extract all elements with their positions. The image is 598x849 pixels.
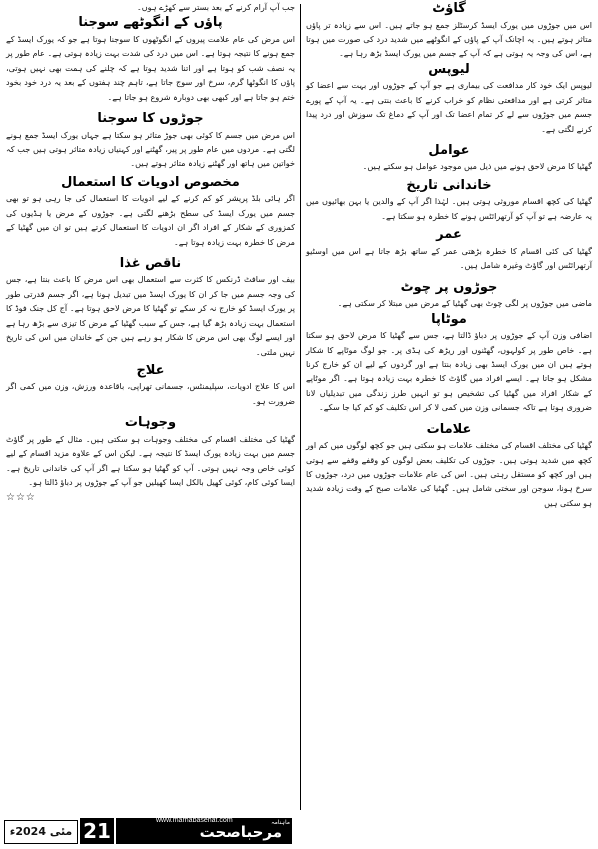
heading-poor-diet: ناقص غذا	[119, 255, 182, 271]
heading-lupus: لیوپس	[428, 61, 470, 77]
magazine-title: مرحباصحت	[199, 823, 282, 841]
paragraph-gout: اس میں جوڑوں میں یورک ایسڈ کرسٹلز جمع ہو جاتے ہیں۔ اس سے زیادہ تر پاؤں متاثر ہوتے ہیں۔ یہ اچانک آپ کے پاؤں کے انگوٹھے میں شدید درد کی صورت میں ہوتا ہے، اس کی وجہ یہ ہوتی ہے کہ آپ کے جسم میں یورک ایسڈ بڑھ رہا ہے۔	[306, 19, 592, 59]
magazine-footer	[4, 814, 294, 846]
heading-treatment: علاج	[136, 362, 165, 378]
heading-family-history: خاندانی تاریخ	[406, 177, 492, 193]
end-stars: ☆☆☆	[6, 492, 36, 504]
paragraph-joint-swelling: اس مرض میں جسم کا کوئی بھی جوڑ متاثر ہو سکتا ہے جہاں یورک ایسڈ جمع ہونے لگتی ہے۔ مردوں میں عام طور پر پیر، گھٹنے اور کہنیاں زیادہ متاثر ہوتی ہیں جب کہ خواتین میں ہاتھ اور گھٹنے زیادہ متاثر ہوتے ہیں۔	[6, 129, 295, 169]
paragraph-treatment: اس کا علاج ادویات، سپلیمنٹس، جسمانی تھراپی، باقاعدہ ورزش، وزن میں کمی اگر ضرورت ہو۔	[6, 381, 295, 406]
heading-medications: مخصوص ادویات کا استعمال	[61, 174, 240, 190]
paragraph-joint-injury: ماضی میں جوڑوں پر لگی چوٹ بھی گھٹیا کے مرض میں مبتلا کر سکتی ہے۔	[337, 298, 592, 309]
heading-joint-injury: جوڑوں پر چوٹ	[400, 279, 498, 295]
heading-obesity: موٹاپا	[431, 311, 467, 327]
column-divider	[300, 4, 301, 810]
paragraph-obesity: اضافی وزن آپ کے جوڑوں پر دباؤ ڈالتا ہے، جس سے گھٹیا کا مرض لاحق ہو سکتا ہے۔ خاص طور پر کولہوں، گھٹنوں اور ریڑھ کی ہڈی پر۔ جو لوگ موٹاپے کا شکار ہوتے ہیں ان میں یورک ایسڈ بھی زیادہ بنتا ہے اور گردوں کے لیے ان کو خارج کرنا مشکل ہو جاتا ہے۔ ایسے افراد میں گاؤٹ کا خطرہ بہت زیادہ ہوتا ہے۔ اگر موٹاپے کے شکار افراد میں گھٹیا کی تشخیص ہو تو انہیں طرز زندگی میں تبدیلیاں لانا ضروری ہوتا ہے تاکہ جسمانی وزن میں کمی لا کر اس تکلیف کو کم کیا جا سکے۔	[306, 330, 592, 413]
paragraph-causes: گھٹیا کا مرض لاحق ہونے میں ذیل میں موجود عوامل ہو سکتے ہیں۔	[362, 161, 592, 172]
monthly-label: ماہنامہ	[271, 819, 290, 826]
paragraph-lupus: لیوپس ایک خود کار مدافعت کی بیماری ہے جو آپ کے جوڑوں اور بہت سے اعضا کو متاثر کرتی ہے اور مدافعتی نظام کو خراب کرنے کا باعث بنتی ہے۔ یہ آپ کے پورے جسم میں جوڑوں سے لے کر تمام اعضا تک اور آپ کے دماغ تک سوزش اور درد پیدا کرنے لگتی ہے۔	[306, 80, 592, 134]
website-url: www.marhabasehat.com	[156, 817, 233, 824]
paragraph-continuation: جب آپ آرام کرنے کے بعد بستر سے کھڑے ہوں۔	[136, 2, 295, 12]
heading-age: عمر	[436, 227, 462, 243]
page-number: 21	[80, 818, 114, 844]
heading-causes: عوامل	[428, 142, 470, 158]
paragraph-reasons: گھٹیا کی مختلف اقسام کی مختلف وجوہات ہو سکتی ہیں۔ مثال کے طور پر گاؤٹ جسم میں بہت زیادہ یورک ایسڈ کا نتیجہ ہے۔ لیکن اس کے علاوہ مزید اقسام کے لیے کوئی خاص وجہ نہیں ہوتی۔ آپ کو گھٹیا ہو سکتا ہے اگر آپ کی خاندانی تاریخ ہے۔ ایسا کوئی کام، کوئی کھیل بالکل ایسا کھیلیں جو آپ کے جوڑوں پر دباؤ ڈالتا ہو۔	[6, 433, 295, 488]
paragraph-symptoms: گھٹیا کی مختلف اقسام کی مختلف علامات ہو سکتی ہیں جو کچھ لوگوں میں کم اور کچھ میں شدید ہوتی ہیں۔ جوڑوں کی تکلیف بعض لوگوں کو وقفے وقفے سے ہوتی ہیں اور کچھ کو مستقل رہتی ہیں۔ اس کی عام علامات جوڑوں میں درد، جوڑوں کا سرخ ہونا، سوجن اور سختی شامل ہیں۔ گھٹیا کی علامات صبح کے وقت زیادہ شدید ہو سکتی ہیں	[306, 440, 592, 508]
heading-reasons: وجوہات	[124, 415, 177, 431]
heading-gout: گاؤٹ	[432, 1, 466, 16]
issue-date: مئی 2024ء	[4, 820, 78, 844]
right-column	[306, 0, 592, 510]
paragraph-medications: اگر ہائی بلڈ پریشر کو کم کرنے کے لیے ادویات کا استعمال کی جا رہی ہو تو بھی جسم میں یورک ایسڈ کی سطح بڑھنے لگتی ہے۔ جوڑوں کے مرض یا ہڈیوں کی کمزوری کے شکار کے افراد اگر ان ادویات کا استعمال کرتے ہیں تو ان میں گھٹیا کے مرض کا خطرہ بہت زیادہ ہوتا ہے۔	[6, 193, 295, 247]
paragraph-age: گھٹیا کی کئی اقسام کا خطرہ بڑھتی عمر کے ساتھ بڑھ جاتا ہے اس میں اوسٹیو آرتھرائٹس اور گاؤٹ وغیرہ شامل ہیں۔	[306, 245, 592, 271]
paragraph-family-history: گھٹیا کی کچھ اقسام موروثی ہوتی ہیں۔ لہٰذا اگر آپ کے والدین یا بہن بھائیوں میں یہ عارضہ ہے تو آپ کو آرتھرائٹس ہونے کا خطرہ ہو سکتا ہے۔	[306, 196, 592, 221]
paragraph-poor-diet: بیف اور سافٹ ڈرنکس کا کثرت سے استعمال بھی اس مرض کا باعث بنتا ہے، جس کی وجہ جسم میں جا کر ان کا یورک ایسڈ میں تبدیل ہونا ہے، اگر جسم قدرتی طور پر یورک ایسڈ کو خارج نہ کر سکے تو گھٹیا کا مرض لاحق ہوتا ہے۔ آج کل جنک فوڈ کا استعمال بہت زیادہ بڑھ گیا ہے، جس کے سبب گھٹیا کے مرض کا تیزی سے بڑھ رہا ہے اور ایسے لوگ بھی اس مرض کا شکار ہو رہے ہیں جن کے خاندان میں اس کی تاریخ نہیں ملتی۔	[6, 274, 295, 357]
left-column	[6, 0, 295, 507]
heading-symptoms: علامات	[426, 421, 472, 437]
magazine-masthead	[116, 818, 292, 844]
heading-joint-swelling: جوڑوں کا سوجنا	[97, 110, 204, 126]
heading-toe-swelling: پاؤں کے انگوٹھے سوجنا	[78, 15, 223, 31]
paragraph-toe-swelling: اس مرض کی عام علامت پیروں کے انگوٹھوں کا سوجنا ہوتا ہے جو کہ یورک ایسڈ کے جمع ہونے کا نتیجہ ہوتا ہے۔ اس میں درد کی شدت بہت زیادہ ہوتی ہے۔ عام طور پر یہ نصف شب کو ہوتا ہے اور اتنا شدید ہوتا ہے کہ چلنے کی ہمت بھی نہیں ہوتی، پاؤں کا انگوٹھا گرم، سرخ اور سوج جاتا ہے، تاہم چند ہفتوں کے بعد یہ درد خود بخود ختم ہو جاتا ہے اور کبھی بھی دوبارہ شروع ہو جاتا ہے۔	[6, 33, 295, 102]
